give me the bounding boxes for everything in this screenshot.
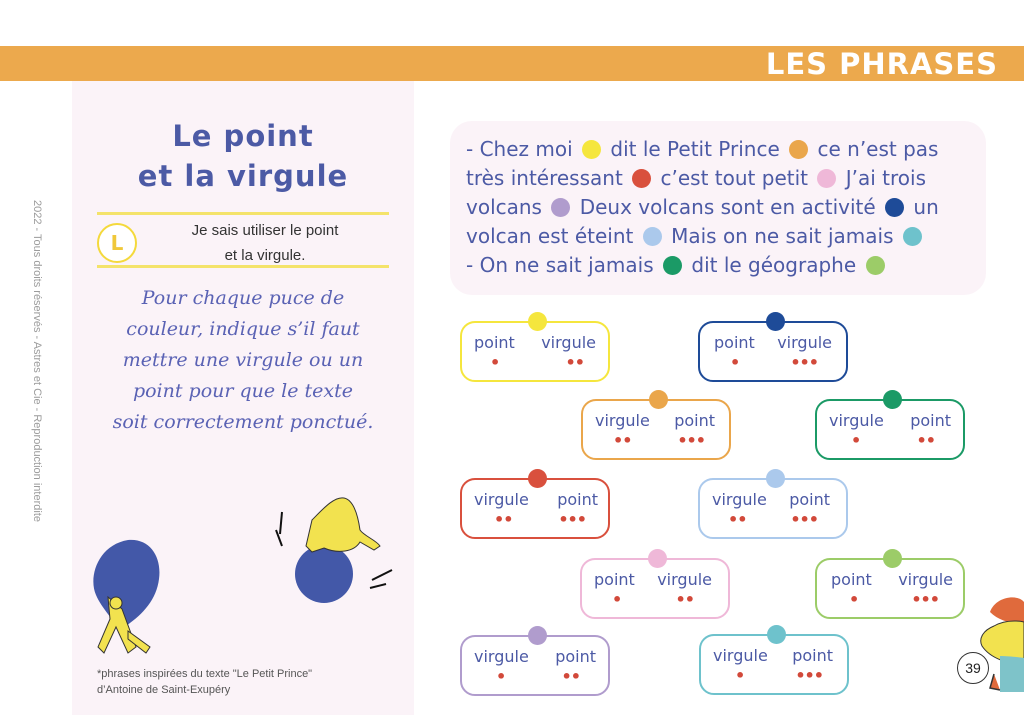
- story-segment: Mais on ne sait jamais: [671, 224, 894, 248]
- choice-color-dot: [649, 390, 668, 409]
- footnote-line: d’Antoine de Saint-Exupéry: [97, 684, 231, 696]
- story-segment: volcans: [466, 195, 542, 219]
- instruction-line: point pour que le texte: [132, 380, 354, 402]
- choice-mark-left: •: [612, 590, 622, 609]
- lesson-title-line: Le point: [172, 119, 314, 153]
- choice-option-left[interactable]: virgule: [474, 490, 529, 509]
- choice-mark-left: •: [730, 353, 740, 372]
- yellow-dot: [582, 140, 601, 159]
- goal-badge: L: [97, 223, 137, 263]
- choice-mark-right: •••: [795, 666, 823, 685]
- choice-option-right[interactable]: point: [910, 411, 951, 430]
- choice-option-left[interactable]: virgule: [713, 646, 768, 665]
- story-line: [466, 135, 976, 164]
- choice-mark-left: ••: [728, 510, 747, 529]
- choice-box[interactable]: [460, 478, 610, 539]
- story-segment: dit le géographe: [691, 253, 857, 277]
- choice-option-right[interactable]: virgule: [898, 570, 953, 589]
- story-line: [466, 193, 976, 222]
- footnote-line: *phrases inspirées du texte "Le Petit Prince": [97, 668, 313, 680]
- purple-dot: [551, 198, 570, 217]
- page-number: 39: [957, 652, 989, 684]
- choice-box[interactable]: [815, 399, 965, 460]
- choice-box[interactable]: [460, 635, 610, 696]
- goal-text-line: et la virgule.: [224, 247, 306, 264]
- story-segment: Deux volcans sont en activité: [579, 195, 876, 219]
- lesson-title-line: et la virgule: [137, 159, 349, 193]
- choice-box[interactable]: [581, 399, 731, 460]
- choice-option-right[interactable]: virgule: [657, 570, 712, 589]
- choice-option-left[interactable]: virgule: [595, 411, 650, 430]
- teal-dot: [903, 227, 922, 246]
- choice-box[interactable]: [698, 478, 848, 539]
- instruction-line: soit correctement ponctué.: [112, 411, 374, 433]
- choice-mark-right: •••: [677, 431, 705, 450]
- instruction-line: couleur, indique s’il faut: [126, 318, 360, 340]
- choice-option-left[interactable]: virgule: [474, 647, 529, 666]
- lesson-title: [72, 116, 414, 196]
- instruction-line: Pour chaque puce de: [141, 287, 345, 309]
- green-dot: [663, 256, 682, 275]
- choice-mark-right: •••: [790, 353, 818, 372]
- choice-color-dot: [528, 469, 547, 488]
- story-segment: - Chez moi: [466, 137, 573, 161]
- copyright-notice: 2022 - Tous droits réservés - Astres et Cie - Reproduction interdite: [31, 199, 43, 522]
- choice-color-dot: [883, 549, 902, 568]
- navy-dot: [885, 198, 904, 217]
- choice-option-right[interactable]: point: [789, 490, 830, 509]
- choice-option-left[interactable]: virgule: [712, 490, 767, 509]
- choice-box[interactable]: [460, 321, 610, 382]
- story-segment: ce n’est pas: [817, 137, 939, 161]
- footnote: [97, 666, 397, 698]
- choice-option-right[interactable]: point: [792, 646, 833, 665]
- choice-mark-left: •: [490, 353, 500, 372]
- choice-option-right[interactable]: point: [555, 647, 596, 666]
- choice-color-dot: [767, 625, 786, 644]
- choice-mark-left: •: [735, 666, 745, 685]
- choice-box[interactable]: [580, 558, 730, 619]
- instruction-text: [88, 283, 398, 438]
- goal-divider-top: [97, 212, 389, 215]
- choice-mark-right: ••: [561, 667, 580, 686]
- choice-mark-left: •: [851, 431, 861, 450]
- red-dot: [632, 169, 651, 188]
- section-title: LES PHRASES: [765, 47, 998, 81]
- story-segment: J’ai trois: [845, 166, 926, 190]
- goal-text-line: Je sais utiliser le point: [191, 222, 339, 239]
- choice-option-left[interactable]: point: [831, 570, 872, 589]
- choice-option-right[interactable]: point: [674, 411, 715, 430]
- choice-color-dot: [883, 390, 902, 409]
- choice-color-dot: [648, 549, 667, 568]
- story-line: [466, 164, 976, 193]
- story-line: [466, 222, 976, 251]
- pink-dot: [817, 169, 836, 188]
- choice-box[interactable]: [815, 558, 965, 619]
- choice-color-dot: [528, 312, 547, 331]
- story-text: [466, 135, 976, 280]
- choice-mark-left: •: [496, 667, 506, 686]
- choice-mark-right: •••: [790, 510, 818, 529]
- choice-color-dot: [766, 312, 785, 331]
- lightblue-dot: [643, 227, 662, 246]
- choice-box[interactable]: [699, 634, 849, 695]
- story-segment: - On ne sait jamais: [466, 253, 654, 277]
- choice-mark-right: ••: [565, 353, 584, 372]
- point-character-illustration: [268, 490, 398, 608]
- story-segment: c’est tout petit: [660, 166, 808, 190]
- story-segment: un: [913, 195, 939, 219]
- choice-mark-left: ••: [613, 431, 632, 450]
- choice-mark-left: ••: [494, 510, 513, 529]
- lightgreen-dot: [866, 256, 885, 275]
- choice-option-right[interactable]: virgule: [541, 333, 596, 352]
- choice-color-dot: [766, 469, 785, 488]
- choice-option-left[interactable]: point: [714, 333, 755, 352]
- story-line: [466, 251, 976, 280]
- choice-box[interactable]: [698, 321, 848, 382]
- comma-character-illustration: [88, 535, 188, 663]
- goal-divider-bottom: [97, 265, 389, 268]
- header-banner: [0, 46, 1024, 81]
- choice-option-left[interactable]: point: [474, 333, 515, 352]
- story-segment: volcan est éteint: [466, 224, 634, 248]
- choice-option-left[interactable]: point: [594, 570, 635, 589]
- choice-mark-right: ••: [916, 431, 935, 450]
- goal-text: [150, 218, 380, 268]
- orange-dot: [789, 140, 808, 159]
- instruction-line: mettre une virgule ou un: [122, 349, 364, 371]
- choice-mark-right: ••: [675, 590, 694, 609]
- choice-option-right[interactable]: virgule: [777, 333, 832, 352]
- story-segment: dit le Petit Prince: [610, 137, 780, 161]
- choice-color-dot: [528, 626, 547, 645]
- choice-option-left[interactable]: virgule: [829, 411, 884, 430]
- choice-option-right[interactable]: point: [557, 490, 598, 509]
- choice-mark-right: •••: [911, 590, 939, 609]
- story-segment: très intéressant: [466, 166, 623, 190]
- choice-mark-left: •: [849, 590, 859, 609]
- choice-mark-right: •••: [558, 510, 586, 529]
